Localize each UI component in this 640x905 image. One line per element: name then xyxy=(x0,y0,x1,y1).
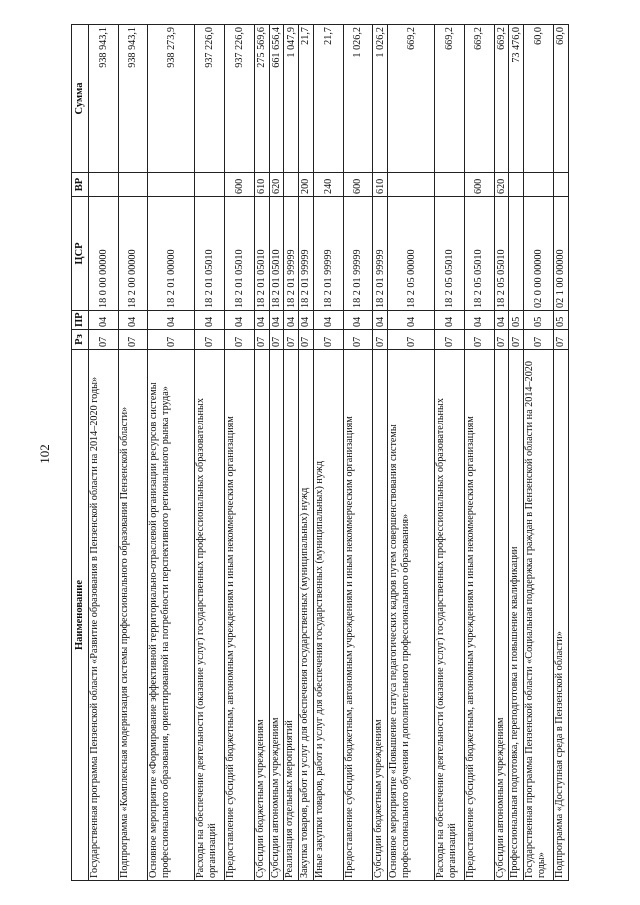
cell-pr: 04 xyxy=(224,311,254,330)
cell-sum: 60,0 xyxy=(553,25,568,173)
cell-pr: 04 xyxy=(314,311,344,330)
cell-vr: 620 xyxy=(494,173,509,197)
cell-vr xyxy=(388,173,435,197)
table-header-row xyxy=(72,25,89,881)
table-row xyxy=(524,25,554,881)
cell-csr: 02 0 00 00000 xyxy=(524,197,554,311)
cell-name: Государственная программа Пензенской области «Развитие образования в Пензенской области на 2014–2020 годы» xyxy=(89,350,119,881)
cell-sum: 275 569,6 xyxy=(254,25,269,173)
cell-csr: 18 2 05 05010 xyxy=(464,197,494,311)
table-row xyxy=(284,25,299,881)
cell-sum: 21,7 xyxy=(314,25,344,173)
cell-csr: 18 0 00 00000 xyxy=(89,197,119,311)
cell-vr xyxy=(509,173,524,197)
cell-name: Расходы на обеспечение деятельности (оказание услуг) государственных профессиональных образовательных организаций xyxy=(435,350,465,881)
table-row xyxy=(343,25,373,881)
cell-csr: 18 2 01 99999 xyxy=(284,197,299,311)
cell-vr xyxy=(148,173,195,197)
cell-rz: 07 xyxy=(118,330,148,350)
cell-vr: 610 xyxy=(373,173,388,197)
cell-rz: 07 xyxy=(254,330,269,350)
cell-sum: 73 476,0 xyxy=(509,25,524,173)
cell-vr: 200 xyxy=(299,173,314,197)
header-rz: Рз xyxy=(72,330,89,350)
cell-sum: 669,2 xyxy=(435,25,465,173)
cell-rz: 07 xyxy=(89,330,119,350)
table-row xyxy=(299,25,314,881)
cell-sum: 938 943,1 xyxy=(118,25,148,173)
cell-csr: 18 2 01 00000 xyxy=(148,197,195,311)
cell-vr xyxy=(195,173,225,197)
cell-sum: 1 047,9 xyxy=(284,25,299,173)
cell-name: Расходы на обеспечение деятельности (оказание услуг) государственных профессиональных образовательных организаций xyxy=(195,350,225,881)
cell-pr: 04 xyxy=(148,311,195,330)
cell-csr: 18 2 01 99999 xyxy=(299,197,314,311)
cell-name: Подпрограмма «Комплексная модернизация системы профессионального образования Пензенской области» xyxy=(118,350,148,881)
cell-rz: 07 xyxy=(224,330,254,350)
cell-vr: 620 xyxy=(269,173,284,197)
cell-sum: 669,2 xyxy=(464,25,494,173)
cell-vr: 600 xyxy=(464,173,494,197)
cell-csr: 18 2 01 05010 xyxy=(254,197,269,311)
cell-pr: 04 xyxy=(494,311,509,330)
cell-sum: 21,7 xyxy=(299,25,314,173)
cell-name: Государственная программа Пензенской области «Социальная поддержка граждан в Пензенской области на 2014–2020 годы» xyxy=(524,350,554,881)
cell-vr xyxy=(89,173,119,197)
cell-pr: 04 xyxy=(89,311,119,330)
cell-sum: 1 026,2 xyxy=(343,25,373,173)
cell-csr xyxy=(509,197,524,311)
cell-name: Иные закупки товаров, работ и услуг для обеспечения государственных (муниципальных) нужд xyxy=(314,350,344,881)
cell-sum: 938 943,1 xyxy=(89,25,119,173)
table-row xyxy=(224,25,254,881)
cell-name: Основное мероприятие «Формирование эффективной территориально-отраслевой организации ресурсов системы профессионального образования, ориентированной на потребности перспективного регионального рынка труда» xyxy=(148,350,195,881)
header-name: Наименование xyxy=(72,350,89,881)
cell-name: Основное мероприятие «Повышение статуса педагогических кадров путем совершенствования системы профессионального обучения и дополнительного профессионального образования» xyxy=(388,350,435,881)
table-row xyxy=(314,25,344,881)
cell-rz: 07 xyxy=(195,330,225,350)
cell-sum: 937 226,0 xyxy=(195,25,225,173)
cell-name: Субсидии автономным учреждениям xyxy=(269,350,284,881)
cell-pr: 04 xyxy=(299,311,314,330)
cell-sum: 1 026,2 xyxy=(373,25,388,173)
cell-name: Реализация отдельных мероприятий xyxy=(284,350,299,881)
table-body xyxy=(89,25,569,881)
cell-name: Закупка товаров, работ и услуг для обеспечения государственных (муниципальных) нужд xyxy=(299,350,314,881)
cell-rz: 07 xyxy=(464,330,494,350)
cell-rz: 07 xyxy=(343,330,373,350)
cell-sum: 60,0 xyxy=(524,25,554,173)
cell-csr: 18 2 05 05010 xyxy=(435,197,465,311)
cell-csr: 02 1 00 00000 xyxy=(553,197,568,311)
cell-rz: 07 xyxy=(299,330,314,350)
cell-sum: 938 273,9 xyxy=(148,25,195,173)
table-row xyxy=(118,25,148,881)
cell-pr: 04 xyxy=(464,311,494,330)
cell-rz: 07 xyxy=(494,330,509,350)
table-row xyxy=(509,25,524,881)
cell-vr: 600 xyxy=(343,173,373,197)
cell-csr: 18 2 00 00000 xyxy=(118,197,148,311)
cell-rz: 07 xyxy=(388,330,435,350)
cell-pr: 04 xyxy=(269,311,284,330)
cell-pr: 05 xyxy=(509,311,524,330)
cell-sum: 937 226,0 xyxy=(224,25,254,173)
cell-vr: 610 xyxy=(254,173,269,197)
cell-sum: 661 656,4 xyxy=(269,25,284,173)
cell-rz: 07 xyxy=(553,330,568,350)
cell-csr: 18 2 01 99999 xyxy=(314,197,344,311)
rotated-table-wrapper xyxy=(71,25,569,881)
table-row xyxy=(89,25,119,881)
table-row xyxy=(269,25,284,881)
cell-csr: 18 2 05 00000 xyxy=(388,197,435,311)
table-row xyxy=(148,25,195,881)
cell-vr: 240 xyxy=(314,173,344,197)
cell-rz: 07 xyxy=(524,330,554,350)
cell-csr: 18 2 01 99999 xyxy=(343,197,373,311)
header-pr: ПР xyxy=(72,311,89,330)
header-vr: ВР xyxy=(72,173,89,197)
cell-vr xyxy=(435,173,465,197)
cell-name: Субсидии бюджетным учреждениям xyxy=(254,350,269,881)
cell-csr: 18 2 01 05010 xyxy=(224,197,254,311)
cell-rz: 07 xyxy=(314,330,344,350)
budget-table xyxy=(71,24,569,881)
cell-rz: 07 xyxy=(435,330,465,350)
cell-rz: 07 xyxy=(284,330,299,350)
cell-name: Предоставление субсидий бюджетным, автономным учреждениям и иным некоммерческим организациям xyxy=(464,350,494,881)
table-row xyxy=(435,25,465,881)
table-row xyxy=(553,25,568,881)
table-row xyxy=(494,25,509,881)
cell-pr: 05 xyxy=(553,311,568,330)
cell-vr xyxy=(284,173,299,197)
cell-vr: 600 xyxy=(224,173,254,197)
cell-pr: 05 xyxy=(524,311,554,330)
cell-rz: 07 xyxy=(269,330,284,350)
cell-csr: 18 2 01 05010 xyxy=(269,197,284,311)
table-row xyxy=(254,25,269,881)
cell-name: Субсидии автономным учреждениям xyxy=(494,350,509,881)
cell-pr: 04 xyxy=(373,311,388,330)
header-csr: ЦСР xyxy=(72,197,89,311)
cell-csr: 18 2 05 05010 xyxy=(494,197,509,311)
cell-pr: 04 xyxy=(388,311,435,330)
table-row xyxy=(195,25,225,881)
cell-rz: 07 xyxy=(148,330,195,350)
cell-csr: 18 2 01 05010 xyxy=(195,197,225,311)
cell-pr: 04 xyxy=(343,311,373,330)
table-row xyxy=(373,25,388,881)
cell-name: Субсидии бюджетным учреждениям xyxy=(373,350,388,881)
cell-vr xyxy=(118,173,148,197)
cell-name: Предоставление субсидий бюджетным, автономным учреждениям и иным некоммерческим организациям xyxy=(224,350,254,881)
cell-vr xyxy=(553,173,568,197)
cell-rz: 07 xyxy=(509,330,524,350)
cell-rz: 07 xyxy=(373,330,388,350)
table-row xyxy=(464,25,494,881)
table-row xyxy=(388,25,435,881)
cell-pr: 04 xyxy=(254,311,269,330)
cell-csr: 18 2 01 99999 xyxy=(373,197,388,311)
cell-pr: 04 xyxy=(118,311,148,330)
cell-sum: 669,2 xyxy=(494,25,509,173)
cell-name: Подпрограмма «Доступная среда в Пензенской области» xyxy=(553,350,568,881)
cell-pr: 04 xyxy=(195,311,225,330)
cell-name: Профессиональная подготовка, переподготовка и повышение квалификации xyxy=(509,350,524,881)
cell-pr: 04 xyxy=(284,311,299,330)
page-number: 102 xyxy=(37,444,52,464)
cell-pr: 04 xyxy=(435,311,465,330)
cell-sum: 669,2 xyxy=(388,25,435,173)
cell-name: Предоставление субсидий бюджетным, автономным учреждениям и иным некоммерческим организациям xyxy=(343,350,373,881)
header-sum: Сумма xyxy=(72,25,89,173)
cell-vr xyxy=(524,173,554,197)
